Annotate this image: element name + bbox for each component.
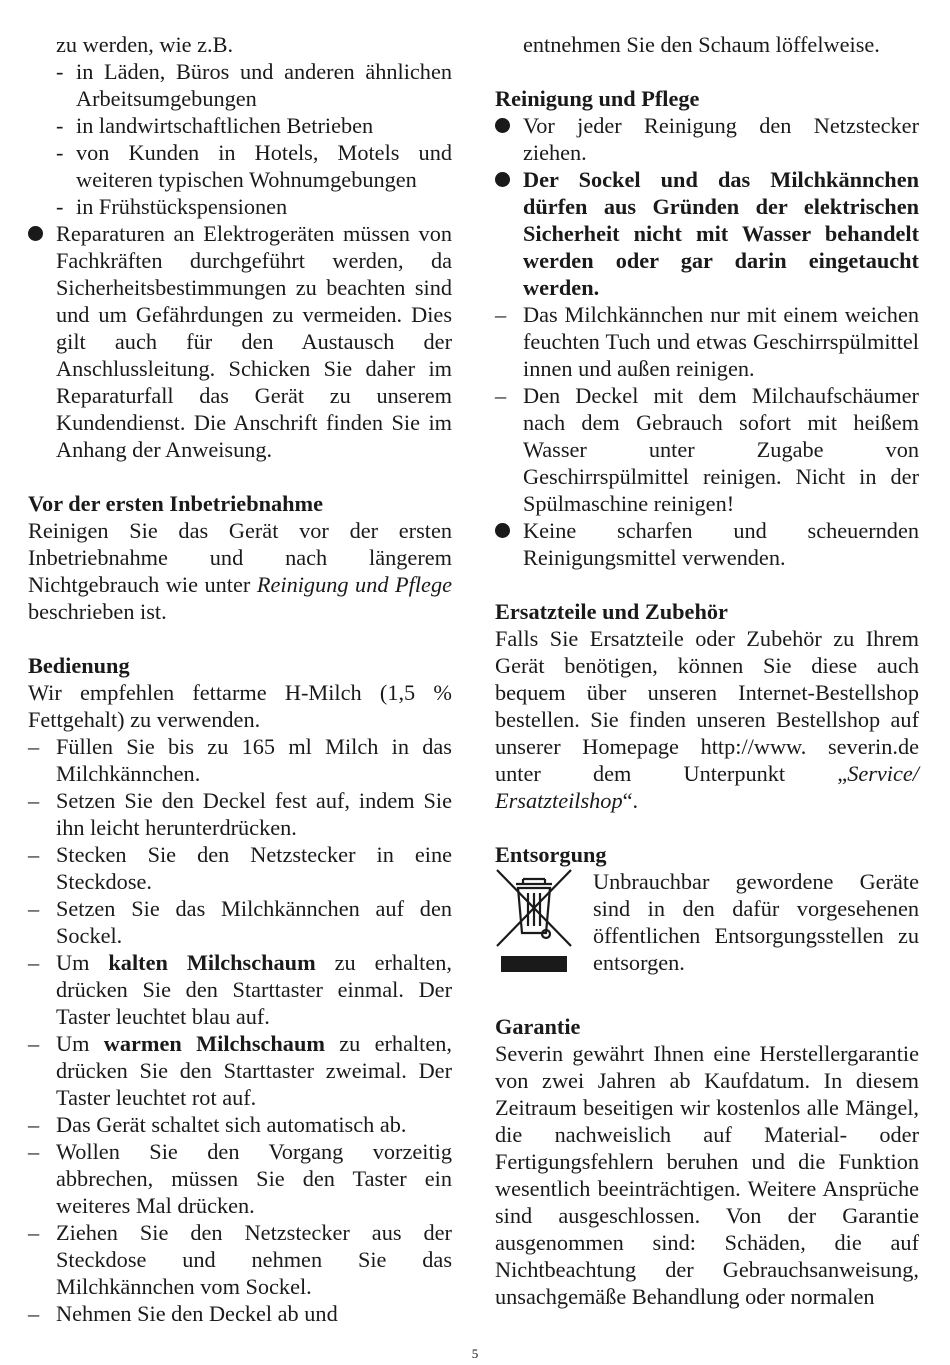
- list-item: - in Läden, Büros und anderen ähnlichen Arbeitsumgebungen: [56, 59, 452, 111]
- left-column: [28, 31, 452, 1327]
- dash-marker: -: [56, 59, 64, 84]
- dash-marker: –: [28, 1220, 40, 1245]
- list-item: – Stecken Sie den Netzstecker in eine Steckdose.: [28, 842, 452, 894]
- list-item: – Setzen Sie den Deckel fest auf, indem Sie ihn leicht herunterdrücken.: [28, 788, 452, 840]
- list-item: – Ziehen Sie den Netzstecker aus der Steckdose und nehmen Sie das Milchkännchen vom Sockel.: [28, 1220, 452, 1299]
- dash-marker: –: [28, 734, 40, 759]
- list-item-cold-foam: – Um kalten Milchschaum zu erhalten, drücken Sie den Starttaster einmal. Der Taster leuchtet blau auf.: [28, 950, 452, 1029]
- list-item: – Wollen Sie den Vorgang vorzeitig abbrechen, müssen Sie den Taster ein weiteres Mal drücken.: [28, 1139, 452, 1218]
- list-item: - in Frühstückspensionen: [56, 194, 288, 219]
- list-item: – Das Gerät schaltet sich automatisch ab.: [28, 1112, 407, 1137]
- section-heading-first-use: Vor der ersten Inbetriebnahme: [28, 491, 324, 516]
- bullet-icon: [495, 172, 510, 187]
- list-item: – Setzen Sie das Milchkännchen auf den Sockel.: [28, 896, 452, 948]
- dash-marker: –: [495, 383, 507, 408]
- section-heading-operation: Bedienung: [28, 653, 130, 678]
- list-item-warning: Der Sockel und das Milchkännchen dürfen aus Gründen der elektrischen Sicherheit nicht mit Wasser behandelt werden oder gar darin eingetaucht werden.: [495, 166, 919, 301]
- repair-bullet: Reparaturen an Elektrogeräten müssen von Fachkräften durchgeführt werden, da Sicherheitsbestimmungen zu beachten sind und um Gefährdungen zu vermeiden. Dies gilt auch für den Austausch der Anschlussleitung. Schicken Sie daher im Reparaturfall das Gerät zu unserem Kundendienst. Die Anschrift finden Sie im Anhang der Anweisung.: [28, 220, 452, 463]
- list-item: Keine scharfen und scheuernden Reinigungsmittel verwenden.: [495, 517, 919, 571]
- dash-marker: –: [28, 950, 40, 975]
- list-item: - in landwirtschaftlichen Betrieben: [56, 113, 374, 138]
- dash-marker: –: [28, 788, 40, 813]
- dash-marker: –: [28, 1139, 40, 1164]
- list-item: – Den Deckel mit dem Milchaufschäumer nach dem Gebrauch sofort mit heißem Wasser unter Zugabe von Geschirrspülmittel reinigen. Nicht in der Spülmaschine reinigen!: [495, 383, 919, 516]
- dash-marker: –: [28, 1112, 40, 1137]
- dash-marker: -: [56, 113, 64, 138]
- operation-intro: Wir empfehlen fettarme H-Milch (1,5 % Fettgehalt) zu verwenden.: [28, 680, 452, 732]
- page-number: 5: [471, 1346, 479, 1361]
- right-column: [495, 31, 919, 1310]
- dash-marker: –: [28, 1031, 40, 1056]
- section-heading-warranty: Garantie: [495, 1014, 581, 1039]
- dash-marker: –: [28, 842, 40, 867]
- bullet-icon: [28, 226, 43, 241]
- bullet-icon: [495, 523, 510, 538]
- spare-parts-text: Falls Sie Ersatzteile oder Zubehör zu Ihrem Gerät benötigen, können Sie diese auch bequem über unseren Internet-Bestellshop bestellen. Sie finden unseren Bestellshop auf unserer Homepage http://www. severin.de unter dem Unterpunkt „Service/ Ersatzteilshop“.: [495, 626, 919, 813]
- section-heading-cleaning: Reinigung und Pflege: [495, 86, 700, 111]
- list-item: Vor jeder Reinigung den Netzstecker ziehen.: [495, 112, 919, 166]
- first-use-text: Reinigen Sie das Gerät vor der ersten Inbetriebnahme und nach längerem Nichtgebrauch wie unter Reinigung und Pflege beschrieben ist.: [28, 518, 452, 624]
- dash-marker: –: [28, 1301, 40, 1326]
- dash-marker: –: [28, 896, 40, 921]
- disposal-block: [495, 868, 919, 986]
- dash-marker: -: [56, 140, 64, 165]
- list-item: - von Kunden in Hotels, Motels und weiteren typischen Wohnumgebungen: [56, 140, 452, 192]
- bullet-icon: [495, 118, 510, 133]
- list-item: – Füllen Sie bis zu 165 ml Milch in das Milchkännchen.: [28, 734, 452, 786]
- dash-marker: –: [495, 302, 507, 327]
- crossed-out-bin-icon: [495, 868, 593, 986]
- dash-marker: -: [56, 194, 64, 219]
- list-item: – Nehmen Sie den Deckel ab und: [28, 1301, 338, 1326]
- list-item: – Das Milchkännchen nur mit einem weichen feuchten Tuch und etwas Geschirrspülmittel innen und außen reinigen.: [495, 302, 919, 381]
- intro-text: zu werden, wie z.B.: [56, 32, 234, 57]
- continuation-text: entnehmen Sie den Schaum löffelweise.: [523, 32, 880, 57]
- warranty-text: Severin gewährt Ihnen eine Herstellergarantie von zwei Jahren ab Kaufdatum. In diesem Zeitraum beseitigen wir kostenlos alle Mängel, die nachweislich auf Material- oder Fertigungsfehlern beruhen und die Funktion wesentlich beeinträchtigen. Weitere Ansprüche sind ausgeschlossen. Von der Garantie ausgenommen sind: Schäden, die auf Nichtbeachtung der Gebrauchsanweisung, unsachgemäße Behandlung oder normalen: [495, 1041, 919, 1309]
- list-item-warm-foam: – Um warmen Milchschaum zu erhalten, drücken Sie den Starttaster zweimal. Der Taster leuchtet rot auf.: [28, 1031, 452, 1110]
- section-heading-disposal: Entsorgung: [495, 842, 607, 867]
- section-heading-spare-parts: Ersatzteile und Zubehör: [495, 599, 728, 624]
- disposal-text: Unbrauchbar gewordene Geräte sind in den dafür vorgesehenen öffentlichen Entsorgungsstellen zu entsorgen.: [593, 869, 919, 975]
